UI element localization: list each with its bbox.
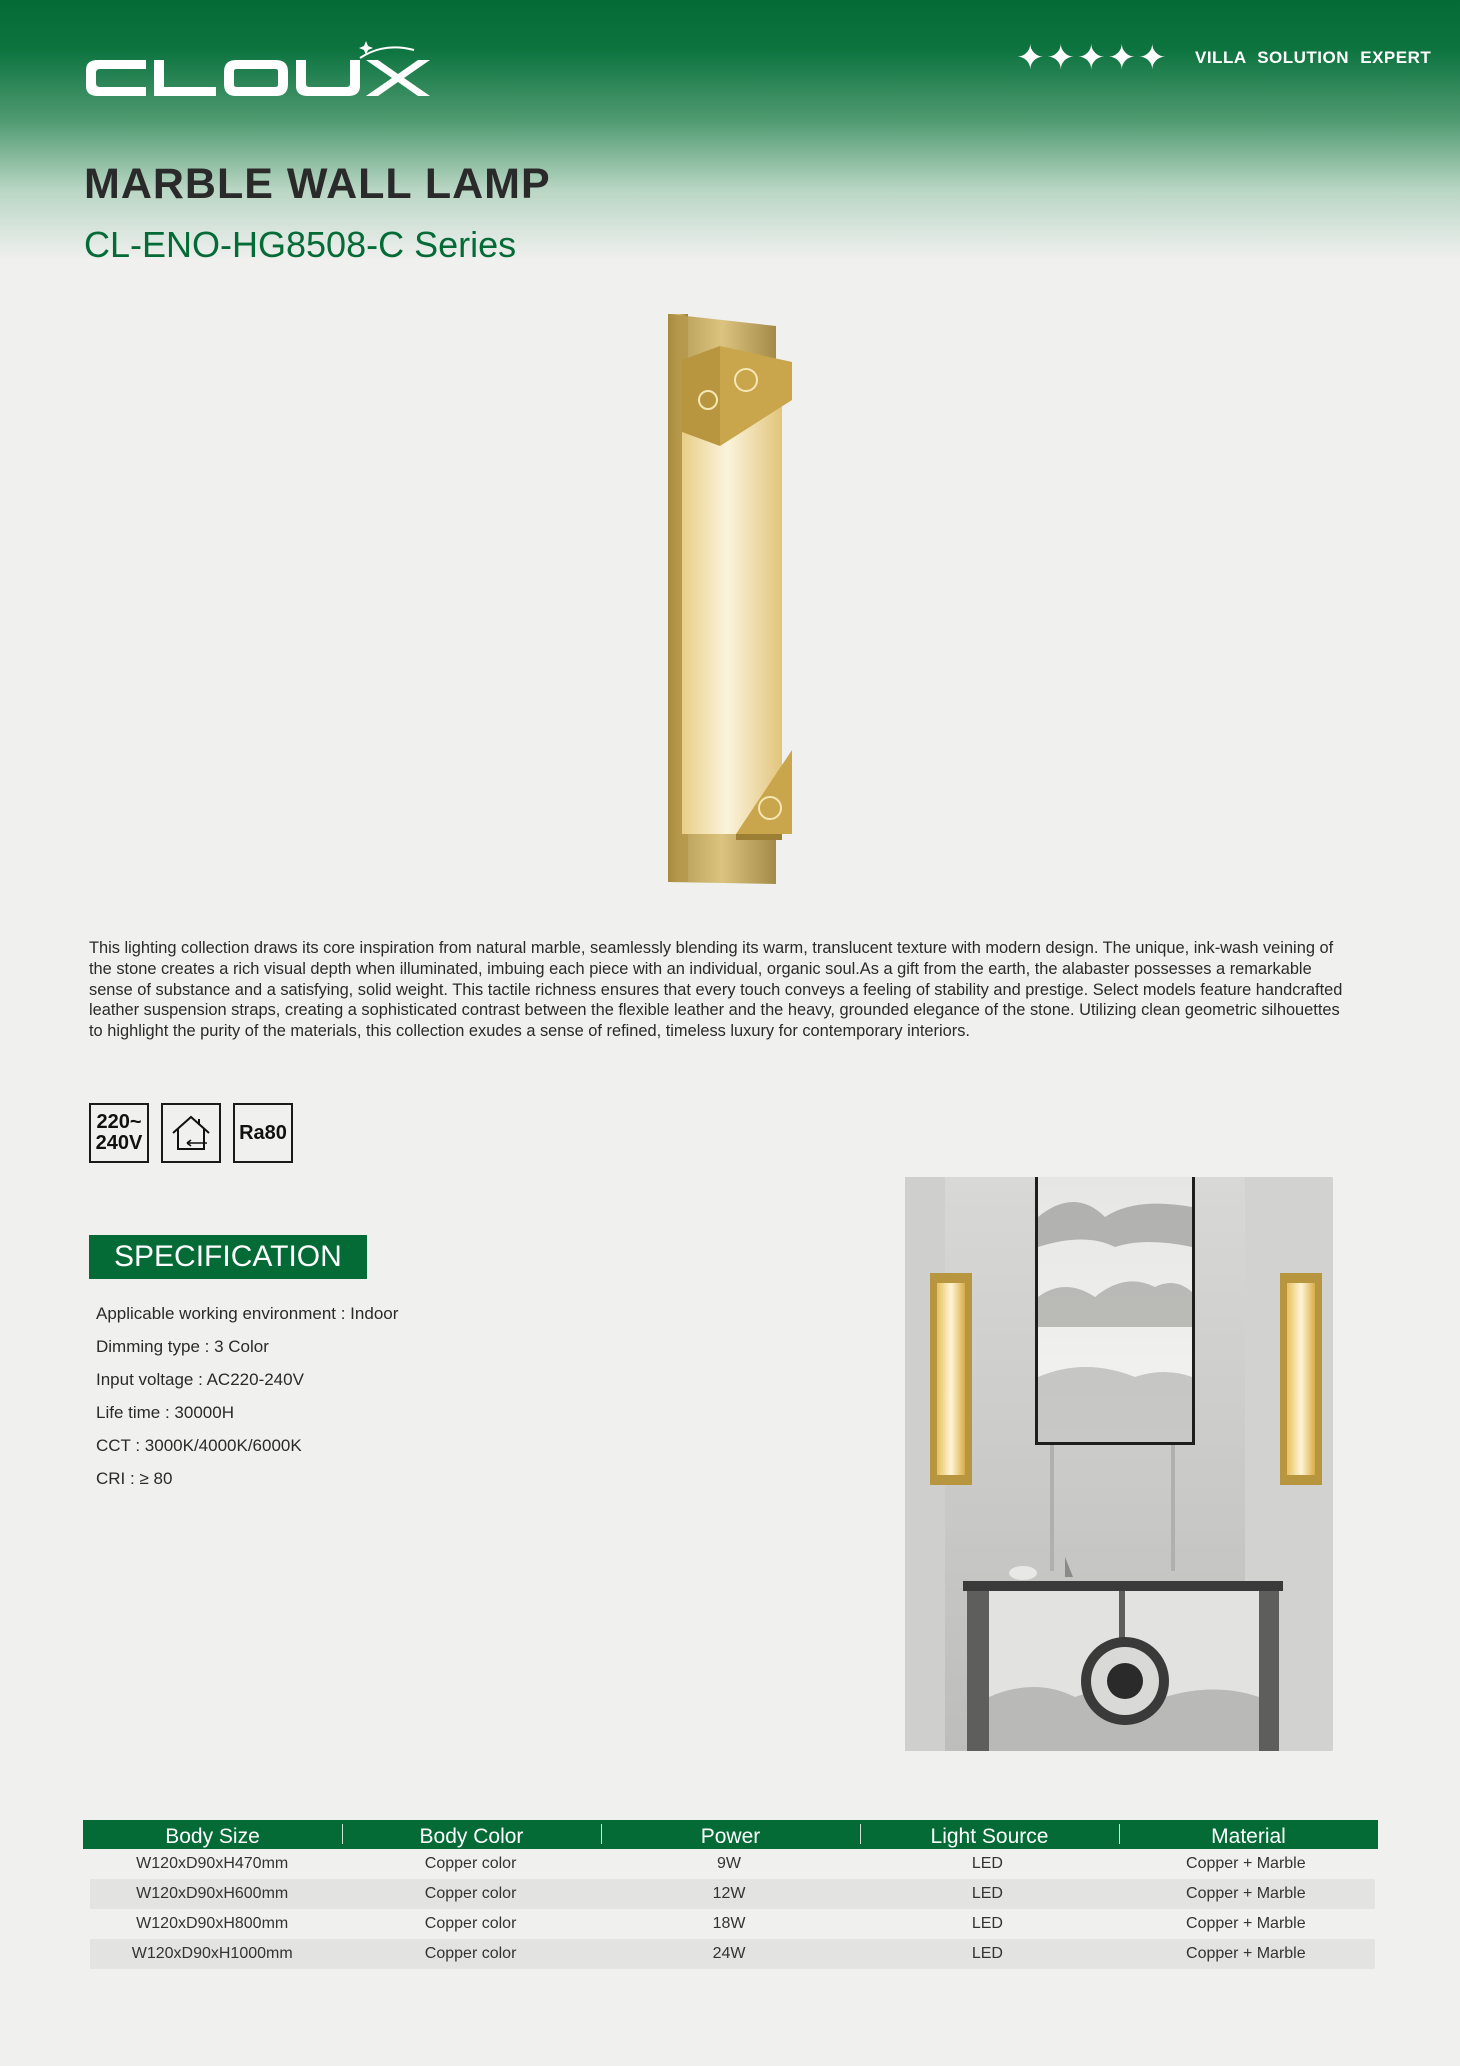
- voltage-badge: [89, 1103, 149, 1163]
- product-spec-table: [83, 1820, 1378, 1969]
- feature-icons: [89, 1103, 293, 1163]
- specification-list: [96, 1302, 398, 1500]
- column-header: Material: [1119, 1819, 1378, 1851]
- product-series: CL-ENO-HG8508-C Series: [84, 224, 517, 265]
- cell-light-source: LED: [971, 1945, 1003, 1962]
- cell-light-source: LED: [971, 1915, 1003, 1932]
- star-icon: ✦: [1016, 38, 1045, 78]
- cell-light-source: LED: [971, 1855, 1003, 1872]
- brand-logo: [84, 40, 436, 106]
- column-header: Light Source: [860, 1819, 1119, 1851]
- rating-stars: [1016, 38, 1167, 78]
- spec-item: Dimming type : 3 Color: [96, 1337, 269, 1356]
- voltage-badge-line1: 220~: [96, 1111, 142, 1133]
- spec-item: Applicable working environment : Indoor: [96, 1304, 399, 1323]
- star-icon: ✦: [1138, 38, 1167, 78]
- cell-body-size: W120xD90xH800mm: [136, 1915, 289, 1932]
- cell-body-size: W120xD90xH470mm: [136, 1855, 289, 1872]
- cell-body-color: Copper color: [424, 1885, 517, 1902]
- cell-body-color: Copper color: [424, 1855, 517, 1872]
- table-row: [90, 1849, 1375, 1879]
- cell-material: Copper + Marble: [1186, 1915, 1306, 1932]
- indoor-house-icon: [161, 1103, 221, 1163]
- cell-body-color: Copper color: [424, 1945, 517, 1962]
- column-header: Power: [601, 1819, 860, 1851]
- cell-body-color: Copper color: [424, 1915, 517, 1932]
- star-icon: ✦: [1046, 38, 1075, 78]
- cell-material: Copper + Marble: [1186, 1855, 1306, 1872]
- product-lamp-image: [640, 300, 810, 900]
- spec-item: Life time : 30000H: [96, 1403, 234, 1422]
- product-description: This lighting collection draws its core inspiration from natural marble, seamlessly blending its warm, translucent texture with modern design. The unique, ink-wash veining of the stone creates a rich visual depth when illuminated, imbuing each piece with an individual, organic soul.As a gift from the earth, the alabaster possesses a remarkable sense of substance and a satisfying, solid weight. This tactile richness ensures that every touch conveys a feeling of stability and prestige. Select models feature handcrafted leather suspension straps, creating a sophisticated contrast between the flexible leather and the heavy, grounded elegance of the stone. Utilizing clean geometric silhouettes to highlight the purity of the materials, this collection exudes a sense of refined, timeless luxury for contemporary interiors.: [89, 939, 1343, 1041]
- tagline: VILLA SOLUTION EXPERT: [1195, 48, 1432, 67]
- star-icon: ✦: [1077, 38, 1106, 78]
- cell-material: Copper + Marble: [1186, 1945, 1306, 1962]
- cri-badge: Ra80: [233, 1103, 293, 1163]
- table-row: [90, 1939, 1375, 1969]
- cell-body-size: W120xD90xH600mm: [136, 1885, 289, 1902]
- spec-item: CCT : 3000K/4000K/6000K: [96, 1436, 302, 1455]
- column-header: Body Color: [342, 1819, 601, 1851]
- table-row: [90, 1879, 1375, 1909]
- interior-scene-photo: [905, 1177, 1333, 1751]
- spec-item: Input voltage : AC220-240V: [96, 1370, 304, 1389]
- star-icon: ✦: [1107, 38, 1136, 78]
- cell-power: 24W: [712, 1945, 746, 1962]
- column-header: Body Size: [165, 1824, 260, 1848]
- cell-light-source: LED: [971, 1885, 1003, 1902]
- cell-power: 9W: [717, 1855, 742, 1872]
- spec-item: CRI : ≥ 80: [96, 1469, 173, 1488]
- page-title: MARBLE WALL LAMP: [84, 160, 551, 208]
- cell-material: Copper + Marble: [1186, 1885, 1306, 1902]
- cell-power: 18W: [712, 1915, 746, 1932]
- cell-power: 12W: [712, 1885, 746, 1902]
- table-row: [90, 1909, 1375, 1939]
- table-header: [83, 1820, 1378, 1849]
- cell-body-size: W120xD90xH1000mm: [131, 1945, 293, 1962]
- specification-heading: SPECIFICATION: [89, 1235, 367, 1279]
- table-body: [90, 1849, 1375, 1969]
- voltage-badge-line2: 240V: [95, 1132, 143, 1154]
